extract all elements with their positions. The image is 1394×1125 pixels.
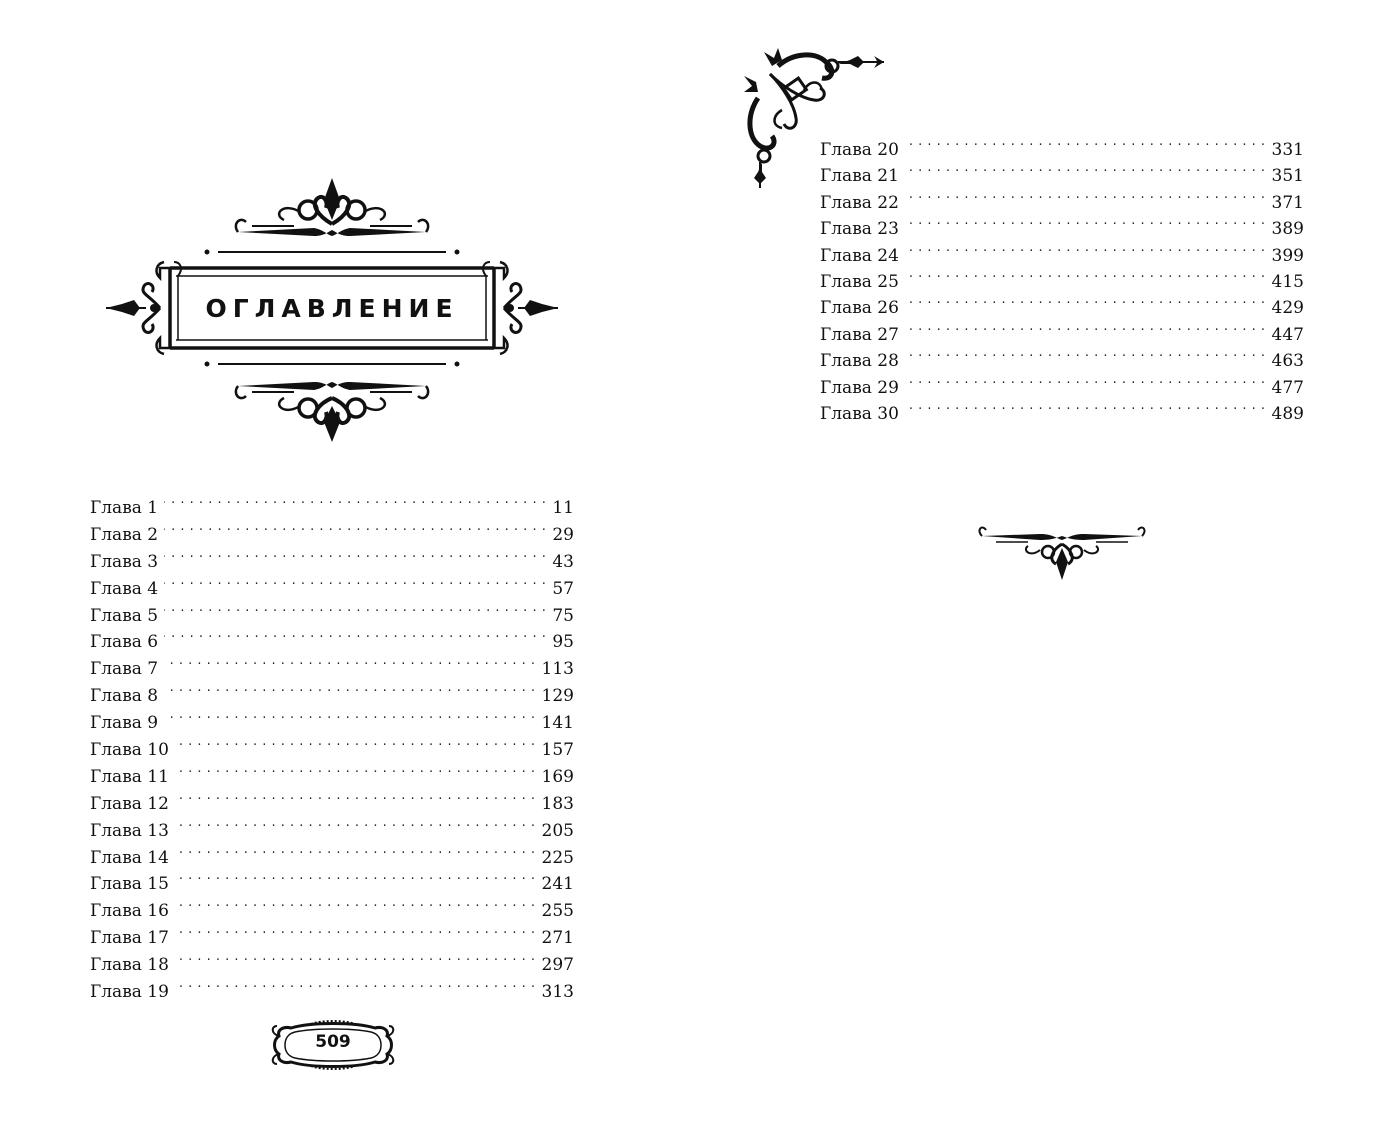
toc-entry-page: 141 (541, 713, 574, 734)
toc-entry-page: 183 (541, 793, 574, 814)
toc-entry-page: 225 (541, 847, 574, 868)
toc-entry-label: Глава 20 (820, 140, 899, 160)
toc-entry-label: Глава 18 (90, 955, 169, 976)
dot-leader (164, 621, 546, 647)
dot-leader (175, 863, 536, 889)
dot-leader (905, 287, 1266, 313)
toc-entry-label: Глава 14 (90, 847, 169, 868)
dot-leader (175, 890, 536, 916)
toc-entry-page: 271 (541, 928, 574, 949)
toc-entry-label: Глава 19 (90, 982, 169, 1003)
toc-entry-page: 399 (1271, 245, 1304, 266)
dot-leader (175, 729, 536, 755)
toc-entry-label: Глава 2 (90, 524, 159, 545)
title-ornament-frame (104, 176, 560, 444)
toc-entry-page: 205 (541, 820, 574, 841)
dot-leader (175, 837, 536, 863)
dot-leader (164, 487, 546, 513)
dot-leader (905, 155, 1266, 181)
toc-entry-page: 255 (541, 901, 574, 922)
toc-entry-page: 43 (552, 551, 574, 572)
toc-entry-label: Глава 6 (90, 632, 159, 653)
toc-entry-page: 429 (1271, 298, 1304, 319)
toc-entry-page: 477 (1271, 377, 1304, 398)
dot-leader (175, 810, 536, 836)
toc-entry-label: Глава 21 (820, 166, 899, 187)
dot-leader (905, 340, 1266, 366)
toc-entry-page: 95 (552, 632, 574, 653)
dot-leader (164, 648, 535, 674)
dot-leader (164, 702, 535, 728)
dot-leader (905, 235, 1266, 261)
toc-entry-label: Глава 28 (820, 351, 899, 372)
toc-entry-label: Глава 5 (90, 605, 159, 626)
dot-leader (164, 568, 546, 594)
toc-entry-page: 331 (1271, 140, 1304, 160)
dot-leader (905, 393, 1266, 419)
toc-entry-label: Глава 30 (820, 403, 899, 424)
toc-entry-page: 11 (552, 498, 574, 518)
toc-entry-page: 389 (1271, 219, 1304, 240)
toc-entry-label: Глава 8 (90, 686, 159, 707)
dot-leader (164, 514, 546, 540)
toc-entry-page: 57 (552, 578, 574, 599)
dot-leader (905, 208, 1266, 234)
toc-entry-label: Глава 1 (90, 498, 159, 518)
toc-entry-page: 129 (541, 686, 574, 707)
toc-entry-label: Глава 17 (90, 928, 169, 949)
dot-leader (175, 944, 536, 970)
toc-entry (90, 487, 574, 518)
page-number-cartouche (271, 1020, 395, 1070)
toc-entry-page: 463 (1271, 351, 1304, 372)
toc-entry-label: Глава 26 (820, 298, 899, 319)
toc-entry-page: 75 (552, 605, 574, 626)
toc-entry-label: Глава 22 (820, 192, 899, 213)
toc-entry-label: Глава 11 (90, 766, 169, 787)
page-number: 509 (315, 1032, 351, 1052)
toc-entry-label: Глава 12 (90, 793, 169, 814)
toc-entry-page: 157 (541, 740, 574, 761)
toc-entry-page: 169 (541, 766, 574, 787)
toc-entry-page: 351 (1271, 166, 1304, 187)
dot-leader (905, 129, 1266, 155)
toc-entry-label: Глава 16 (90, 901, 169, 922)
dot-leader (905, 261, 1266, 287)
divider-ornament (976, 524, 1148, 582)
dot-leader (905, 367, 1266, 393)
toc-entry-page: 313 (541, 982, 574, 1003)
dot-leader (905, 314, 1266, 340)
toc-entry-page: 415 (1271, 271, 1304, 292)
toc-entry-label: Глава 4 (90, 578, 159, 599)
toc-entry-label: Глава 25 (820, 271, 899, 292)
toc-list-left (90, 487, 574, 1003)
toc-entry-page: 29 (552, 524, 574, 545)
toc-title: ОГЛАВЛЕНИЕ (205, 294, 459, 323)
dot-leader (164, 541, 546, 567)
toc-entry-label: Глава 15 (90, 874, 169, 895)
toc-list-right (820, 129, 1304, 424)
toc-entry-label: Глава 29 (820, 377, 899, 398)
toc-entry-page: 489 (1271, 403, 1304, 424)
dot-leader (175, 917, 536, 943)
dot-leader (164, 675, 535, 701)
toc-entry-label: Глава 13 (90, 820, 169, 841)
toc-entry-page: 447 (1271, 324, 1304, 345)
toc-entry (820, 129, 1304, 160)
toc-entry-label: Глава 7 (90, 659, 159, 680)
toc-entry-page: 297 (541, 955, 574, 976)
toc-entry-label: Глава 27 (820, 324, 899, 345)
toc-entry-page: 241 (541, 874, 574, 895)
dot-leader (175, 783, 536, 809)
dot-leader (905, 182, 1266, 208)
dot-leader (175, 971, 536, 997)
toc-entry-page: 113 (541, 659, 574, 680)
toc-entry-label: Глава 3 (90, 551, 159, 572)
dot-leader (164, 595, 546, 621)
toc-entry-label: Глава 10 (90, 740, 169, 761)
toc-entry-label: Глава 9 (90, 713, 159, 734)
toc-entry-label: Глава 24 (820, 245, 899, 266)
toc-entry-page: 371 (1271, 192, 1304, 213)
toc-entry-label: Глава 23 (820, 219, 899, 240)
dot-leader (175, 756, 536, 782)
